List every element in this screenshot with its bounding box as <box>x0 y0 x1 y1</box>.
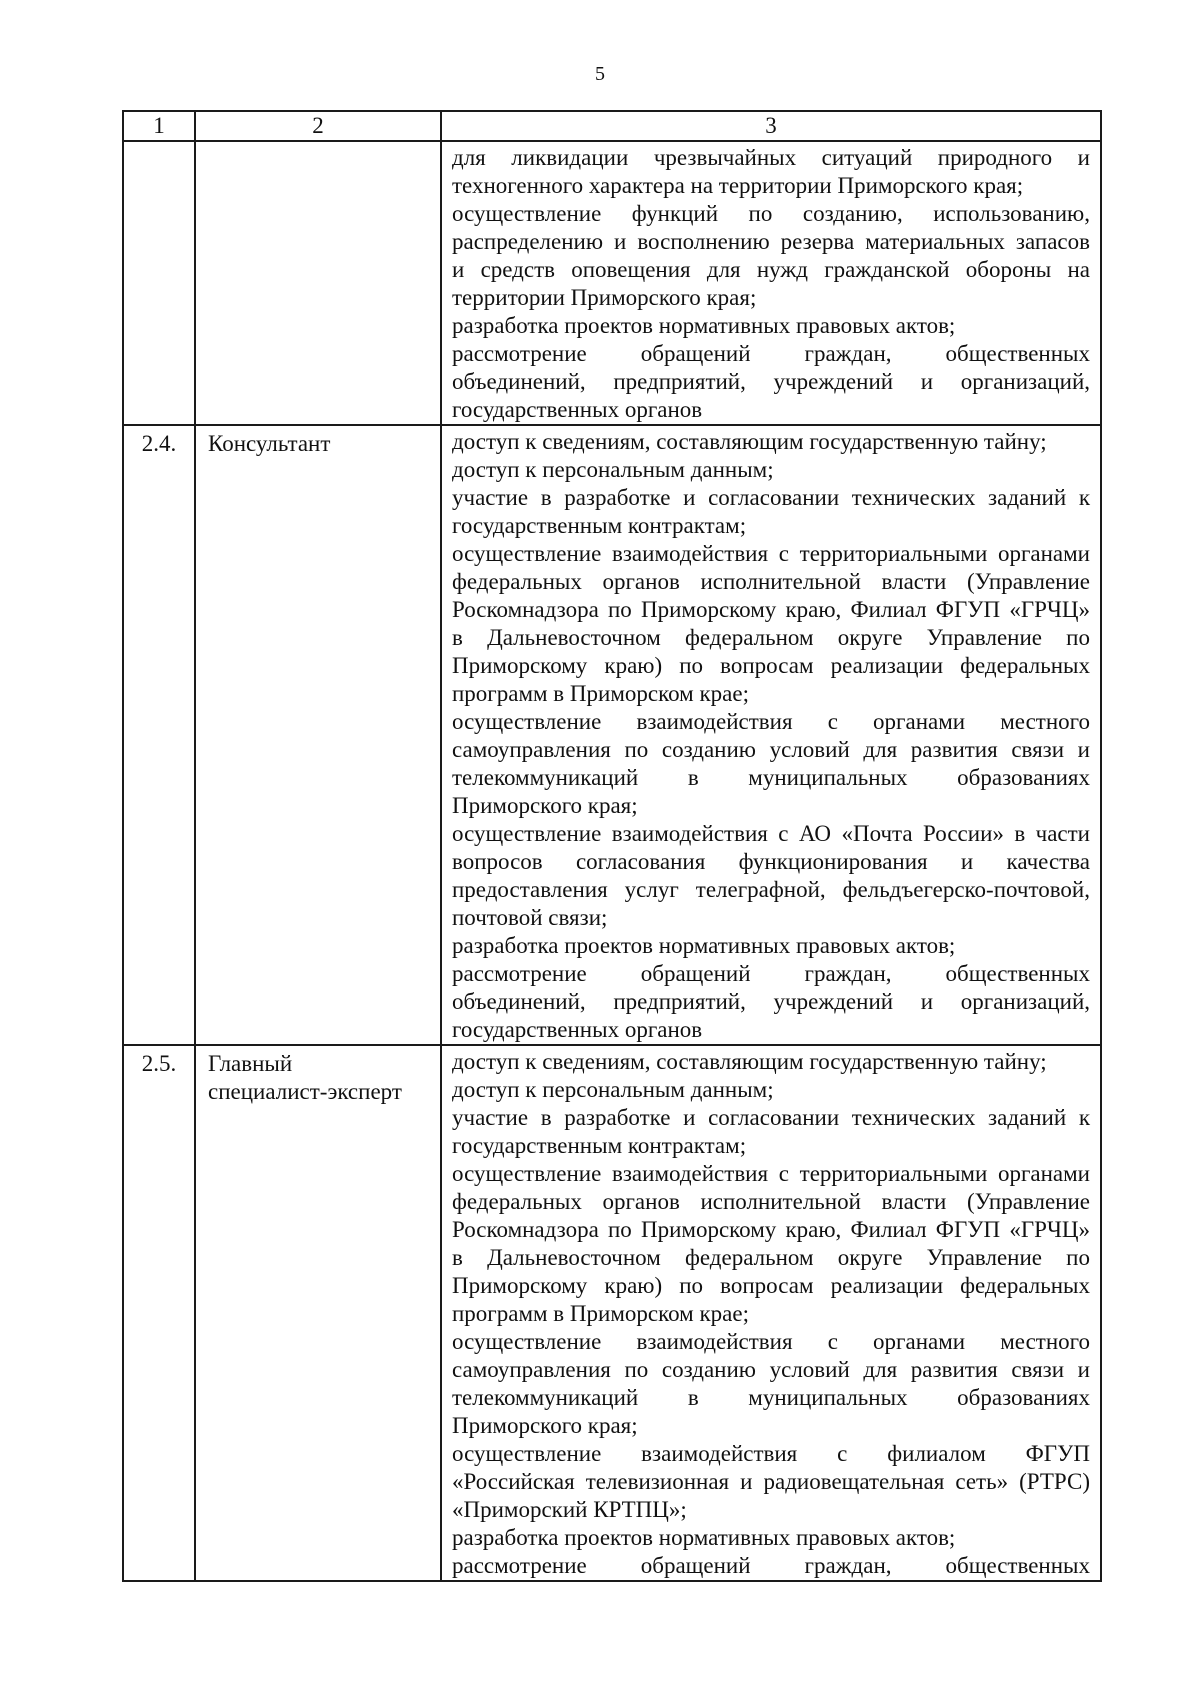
duty-line: государственных органов <box>452 1017 703 1042</box>
duty-line: разработка проектов нормативных правовых актов; <box>452 933 956 958</box>
duty-line: для ликвидации чрезвычайных ситуаций природного и <box>452 145 1090 170</box>
duty-line: доступ к сведениям, составляющим государственную тайну; <box>452 429 1047 454</box>
table-row <box>123 141 1101 425</box>
duty-line: участие в разработке и согласовании технических заданий к <box>452 1105 1090 1130</box>
duties-cell <box>441 425 1101 1045</box>
duty-line: предоставления услуг телеграфной, фельдъегерско-почтовой, <box>452 877 1090 902</box>
duties-cell <box>441 1045 1101 1581</box>
duty-line: доступ к сведениям, составляющим государственную тайну; <box>452 1049 1047 1074</box>
duty-line: доступ к персональным данным; <box>452 457 774 482</box>
duty-line: объединений, предприятий, учреждений и организаций, <box>452 369 1090 394</box>
column-header-position: 2 <box>195 111 441 141</box>
table-header <box>123 111 1101 141</box>
duty-line: осуществление взаимодействия с филиалом ФГУП <box>452 1441 1090 1466</box>
position-title <box>195 1045 441 1581</box>
duty-line: федеральных органов исполнительной власти (Управление <box>452 569 1090 594</box>
duty-line: Приморскому краю) по вопросам реализации федеральных <box>452 653 1090 678</box>
duties-table <box>122 110 1102 1582</box>
duty-line: Роскомнадзора по Приморскому краю, Филиал ФГУП «ГРЧЦ» <box>452 597 1090 622</box>
duty-line: государственным контрактам; <box>452 513 747 538</box>
duty-line: самоуправления по созданию условий для развития связи и <box>452 1357 1090 1382</box>
duty-line: разработка проектов нормативных правовых актов; <box>452 313 956 338</box>
duty-line: Приморского края; <box>452 793 638 818</box>
duties-cell <box>441 141 1101 425</box>
row-number: 2.4. <box>123 425 195 1045</box>
duty-line: доступ к персональным данным; <box>452 1077 774 1102</box>
duty-line: вопросов согласования функционирования и качества <box>452 849 1090 874</box>
duty-line: рассмотрение обращений граждан, общественных <box>452 341 1090 366</box>
row-number: 2.5. <box>123 1045 195 1581</box>
duty-line: «Российская телевизионная и радиовещательная сеть» (РТРС) <box>452 1469 1090 1494</box>
duty-line: программ в Приморском крае; <box>452 1301 749 1326</box>
duty-line: и средств оповещения для нужд гражданской обороны на <box>452 257 1090 282</box>
duty-line: территории Приморского края; <box>452 285 757 310</box>
duty-line: объединений, предприятий, учреждений и организаций, <box>452 989 1090 1014</box>
row-number <box>123 141 195 425</box>
table-row <box>123 425 1101 1045</box>
duty-line: участие в разработке и согласовании технических заданий к <box>452 485 1090 510</box>
duty-line: федеральных органов исполнительной власти (Управление <box>452 1189 1090 1214</box>
table-body <box>123 141 1101 1581</box>
duty-line: техногенного характера на территории Приморского края; <box>452 173 1024 198</box>
duty-line: Приморского края; <box>452 1413 638 1438</box>
column-header-duties: 3 <box>441 111 1101 141</box>
duty-line: рассмотрение обращений граждан, общественных <box>452 961 1090 986</box>
position-title-line: Консультант <box>208 431 331 456</box>
duty-line: осуществление взаимодействия с территориальными органами <box>452 1161 1090 1186</box>
duty-line: телекоммуникаций в муниципальных образованиях <box>452 765 1090 790</box>
duty-line: государственных органов <box>452 397 703 422</box>
duty-line: Роскомнадзора по Приморскому краю, Филиал ФГУП «ГРЧЦ» <box>452 1217 1090 1242</box>
duty-line: осуществление взаимодействия с территориальными органами <box>452 541 1090 566</box>
duty-line: распределению и восполнению резерва материальных запасов <box>452 229 1090 254</box>
duty-line: разработка проектов нормативных правовых актов; <box>452 1525 956 1550</box>
duty-line: в Дальневосточном федеральном округе Управление по <box>452 1245 1090 1270</box>
column-header-number: 1 <box>123 111 195 141</box>
duty-line: самоуправления по созданию условий для развития связи и <box>452 737 1090 762</box>
duty-line: «Приморский КРТПЦ»; <box>452 1497 687 1522</box>
duty-line: в Дальневосточном федеральном округе Управление по <box>452 625 1090 650</box>
duty-line: программ в Приморском крае; <box>452 681 749 706</box>
duty-line: осуществление взаимодействия с органами местного <box>452 709 1090 734</box>
duty-line: осуществление взаимодействия с органами местного <box>452 1329 1090 1354</box>
duty-line: почтовой связи; <box>452 905 608 930</box>
duty-line: государственным контрактам; <box>452 1133 747 1158</box>
position-title-line: Главный <box>208 1051 293 1076</box>
position-title <box>195 141 441 425</box>
position-title <box>195 425 441 1045</box>
duty-line: рассмотрение обращений граждан, общественных <box>452 1553 1090 1578</box>
duty-line: осуществление функций по созданию, использованию, <box>452 201 1090 226</box>
table-row <box>123 1045 1101 1581</box>
duty-line: Приморскому краю) по вопросам реализации федеральных <box>452 1273 1090 1298</box>
page-number: 5 <box>595 63 605 85</box>
duty-line: осуществление взаимодействия с АО «Почта России» в части <box>452 821 1090 846</box>
duty-line: телекоммуникаций в муниципальных образованиях <box>452 1385 1090 1410</box>
position-title-line: специалист-эксперт <box>208 1079 402 1104</box>
